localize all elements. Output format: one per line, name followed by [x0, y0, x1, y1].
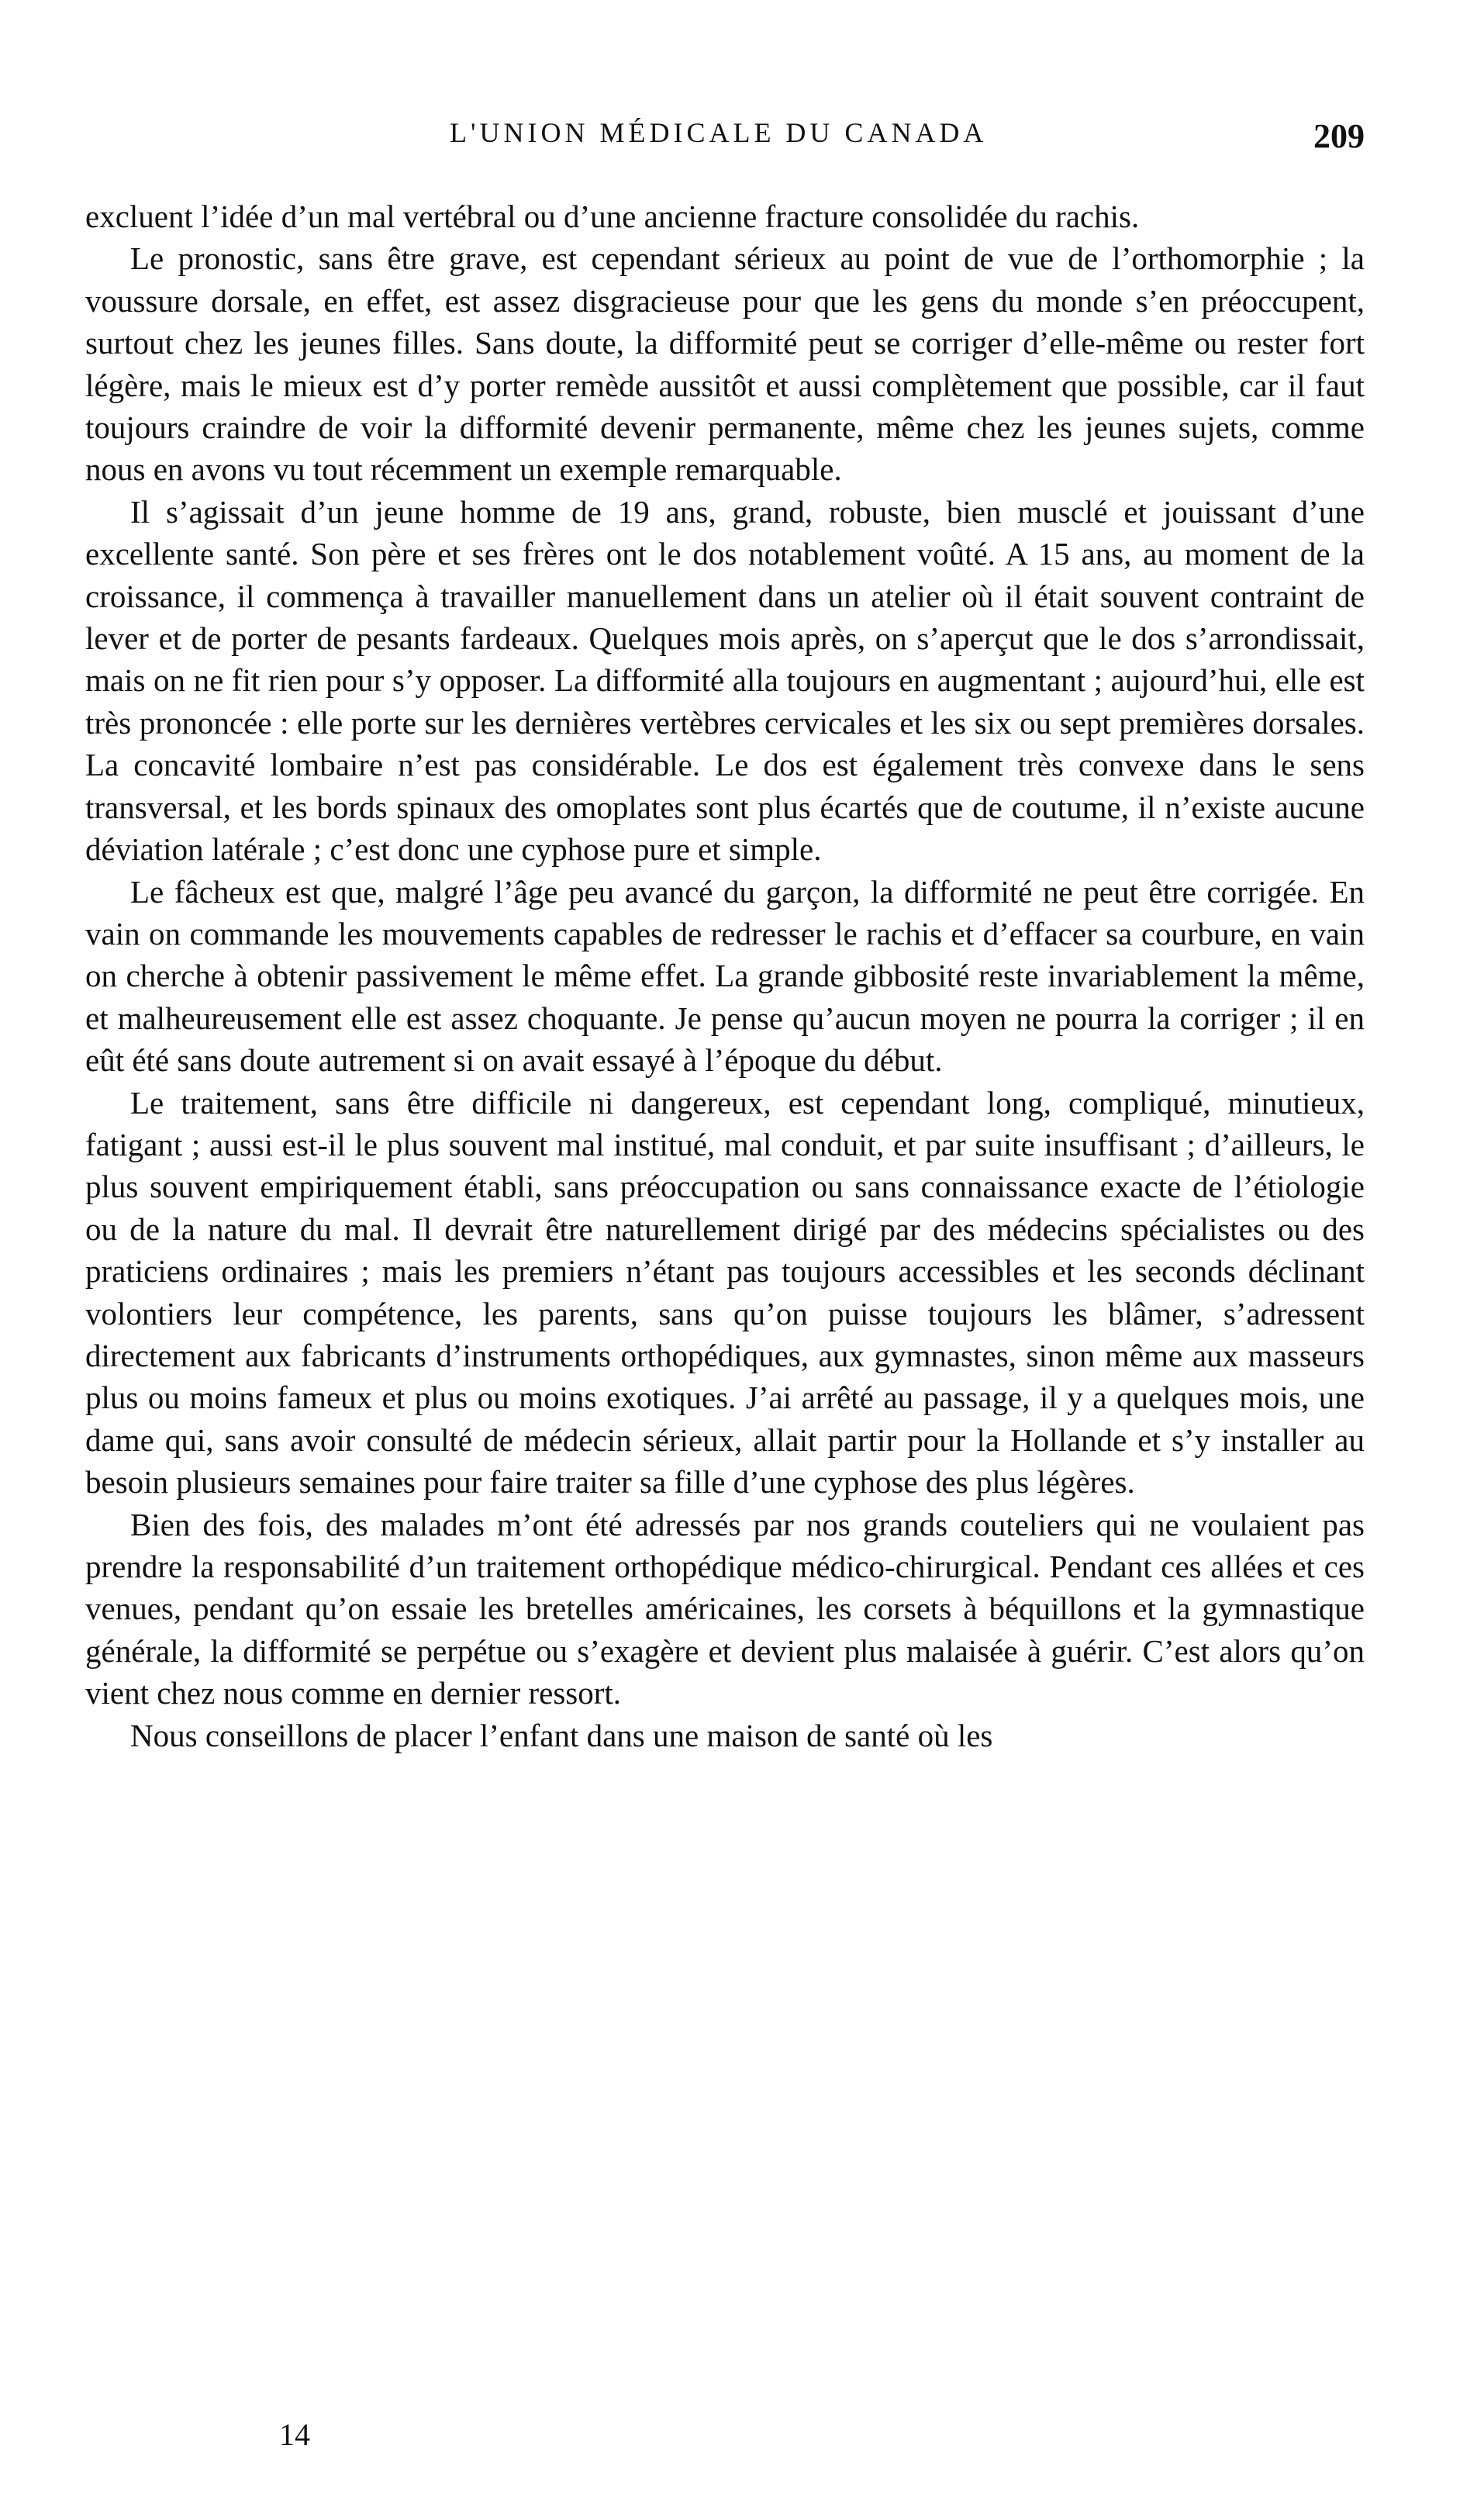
paragraph-2: Le pronostic, sans être grave, est cependant sérieux au point de vue de l’orthomorphie ; la voussure dorsale, en effet, est assez disgracieuse pour que les gens du monde s’en préoccupent, surtout chez les jeunes filles. Sans doute, la difformité peut se corriger d’elle-même ou rester fort légère, mais le mieux est d’y porter remède aussitôt et aussi complètement que possible, car il faut toujours craindre de voir la difformité devenir permanente, même chez les jeunes sujets, comme nous en avons vu tout récemment un exemple remarquable.: [85, 240, 1365, 488]
paragraph-7: Nous conseillons de placer l’enfant dans une maison de santé où les: [130, 1717, 993, 1753]
paragraph-6: Bien des fois, des malades m’ont été adressés par nos grands couteliers qui ne voulaient pas prendre la responsabilité d’un traitement orthopédique médico-chirurgical. Pendant ces allées et ces venues, pendant qu’on essaie les bretelles américaines, les corsets à béquillons et la gymnastique générale, la difformité se perpétue ou s’exagère et devient plus malaisée à guérir. C’est alors qu’on vient chez nous comme en dernier ressort.: [85, 1506, 1365, 1711]
paragraph-3: Il s’agissait d’un jeune homme de 19 ans, grand, robuste, bien musclé et jouissant d’une excellente santé. Son père et ses frères ont le dos notablement voûté. A 15 ans, au moment de la croissance, il commença à travailler manuellement dans un atelier où il était souvent contraint de lever et de porter de pesants fardeaux. Quelques mois après, on s’aperçut que le dos s’arrondissait, mais on ne fit rien pour s’y opposer. La difformité alla toujours en augmentant ; aujourd’hui, elle est très prononcée : elle porte sur les dernières vertèbres cervicales et les six ou sept premières dorsales. La concavité lombaire n’est pas considérable. Le dos est également très convexe dans le sens transversal, et les bords spinaux des omoplates sont plus écartés que de coutume, il n’existe aucune déviation latérale ; c’est donc une cyphose pure et simple.: [85, 493, 1365, 868]
running-title: L'UNION MÉDICALE DU CANADA: [450, 117, 988, 148]
paragraph-1: excluent l’idée d’un mal vertébral ou d’une ancienne fracture consolidée du rachis.: [85, 199, 1140, 234]
signature-mark: 14: [279, 2417, 310, 2452]
body-text: [85, 195, 1365, 1756]
paragraph-5: Le traitement, sans être difficile ni dangereux, est cependant long, compliqué, minutieux, fatigant ; aussi est-il le plus souvent mal institué, mal conduit, et par suite insuffisant ; d’ailleurs, le plus souvent empiriquement établi, sans préoccupation ou sans connaissance exacte de l’étiologie ou de la nature du mal. Il devrait être naturellement dirigé par des médecins spécialistes ou des praticiens ordinaires ; mais les premiers n’étant pas toujours accessibles et les seconds déclinant volontiers leur compétence, les parents, sans qu’on puisse toujours les blâmer, s’adressent directement aux fabricants d’instruments orthopédiques, aux gymnastes, sinon même aux masseurs plus ou moins fameux et plus ou moins exotiques. J’ai arrêté au passage, il y a quelques mois, une dame qui, sans avoir consulté de médecin sérieux, allait partir pour la Hollande et s’y installer au besoin plusieurs semaines pour faire traiter sa fille d’une cyphose des plus légères.: [85, 1084, 1365, 1501]
page-header: [85, 116, 1365, 163]
paragraph-4: Le fâcheux est que, malgré l’âge peu avancé du garçon, la difformité ne peut être corrigée. En vain on commande les mouvements capables de redresser le rachis et d’effacer sa courbure, en vain on cherche à obtenir passivement le même effet. La grande gibbosité reste invariablement la même, et malheureusement elle est assez choquante. Je pense qu’aucun moyen ne pourra la corriger ; il en eût été sans doute autrement si on avait essayé à l’époque du début.: [85, 873, 1365, 1079]
page-number: 209: [1313, 117, 1365, 155]
